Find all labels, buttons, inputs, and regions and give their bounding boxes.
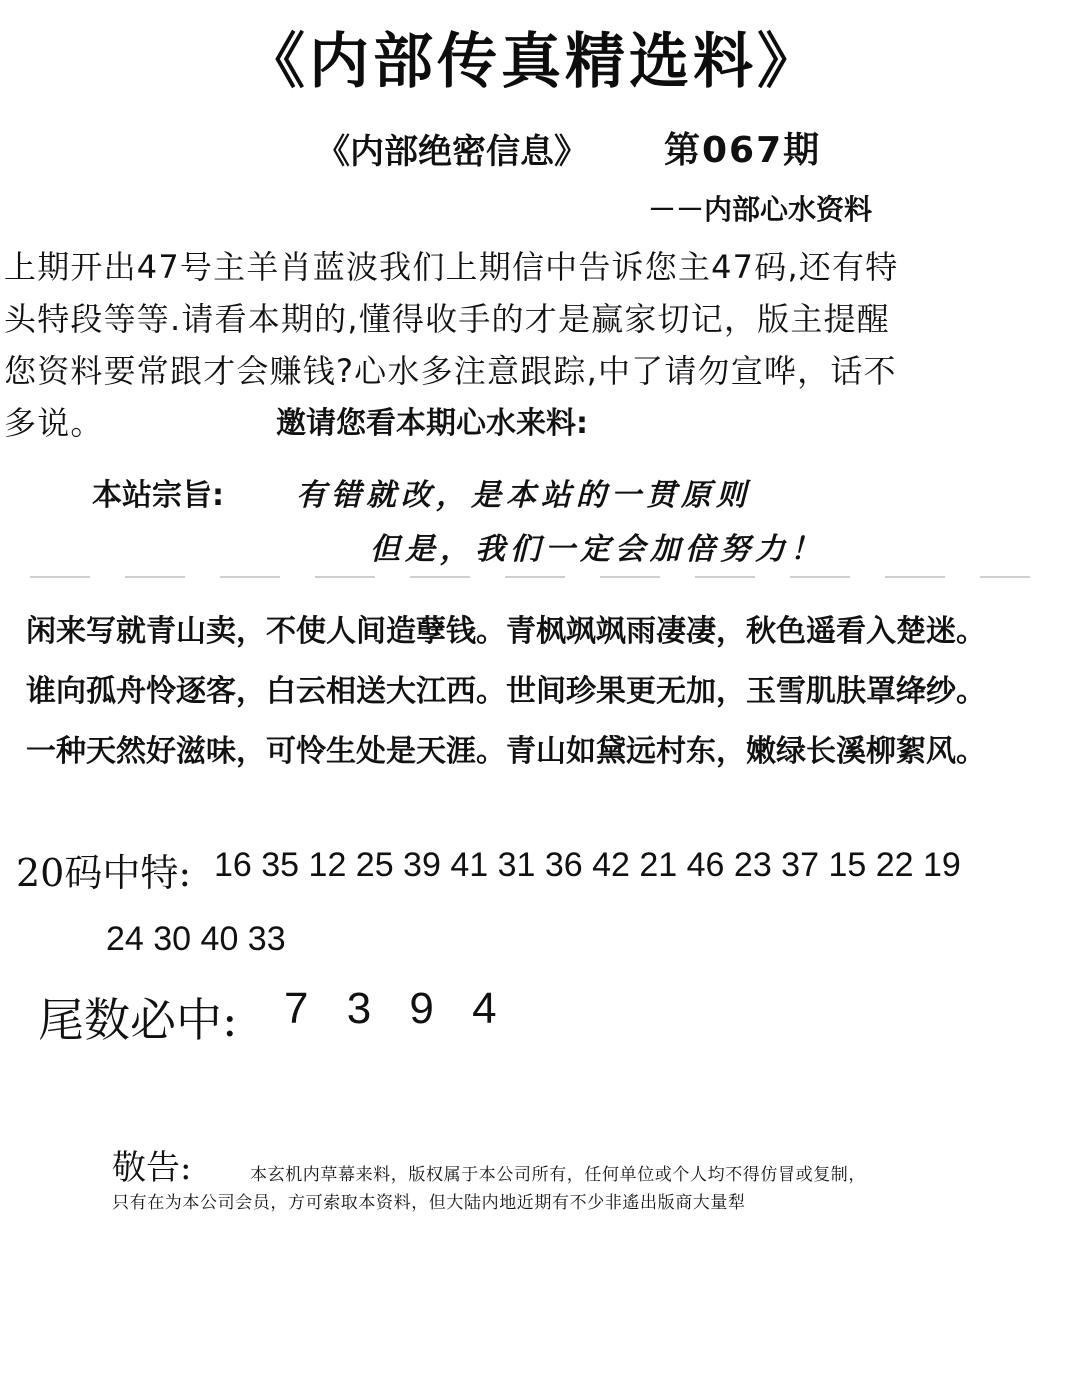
motto-line-2: 但是，我们一定会加倍努力！ <box>370 532 825 567</box>
separator <box>30 576 1030 578</box>
invite-text: 邀请您看本期心水来料: <box>276 406 588 441</box>
issue-number: 第067期 <box>664 130 822 171</box>
poem-line-1: 闲来写就青山卖，不使人间造孽钱。青枫飒飒雨凄凄，秋色遥看入楚迷。 <box>26 614 986 649</box>
source-label: －－内部心水资料 <box>648 193 873 226</box>
page-title: 《内部传真精选料》 <box>245 27 821 97</box>
intro-line-2: 头特段等等.请看本期的,懂得收手的才是赢家切记，版主提醒 <box>4 300 890 338</box>
tail-digits: 7 3 9 4 <box>284 984 497 1033</box>
intro-line-1: 上期开出47号主羊肖蓝波我们上期信中告诉您主47码,还有特 <box>4 248 899 286</box>
notice-line-1: 本玄机内草幕来料，版权属于本公司所有，任何单位或个人均不得仿冒或复制， <box>250 1165 866 1185</box>
numbers-line-2: 24 30 40 33 <box>106 920 286 958</box>
motto-line-1: 有错就改，是本站的一贯原则 <box>296 478 751 513</box>
notice-line-2: 只有在为本公司会员，方可索取本资料，但大陆内地近期有不少非遙出版商大量犁 <box>112 1193 746 1213</box>
subtitle: 《内部绝密信息》 <box>316 132 588 172</box>
poem-line-2: 谁向孤舟怜逐客，白云相送大江西。世间珍果更无加，玉雪肌肤罩绛纱。 <box>26 674 986 709</box>
poem-line-3: 一种天然好滋味，可怜生处是天涯。青山如黛远村东，嫩绿长溪柳絮风。 <box>26 734 986 769</box>
notice-label: 敬告: <box>112 1148 192 1188</box>
intro-line-4: 多说。 <box>4 404 104 442</box>
numbers-label: 20码中特: <box>16 851 192 895</box>
tail-label: 尾数必中: <box>38 993 238 1047</box>
motto-label: 本站宗旨: <box>92 478 224 513</box>
intro-line-3: 您资料要常跟才会赚钱?心水多注意跟踪,中了请勿宣哗，话不 <box>4 352 897 390</box>
numbers-line-1: 16 35 12 25 39 41 31 36 42 21 46 23 37 15 22 19 <box>214 846 961 884</box>
